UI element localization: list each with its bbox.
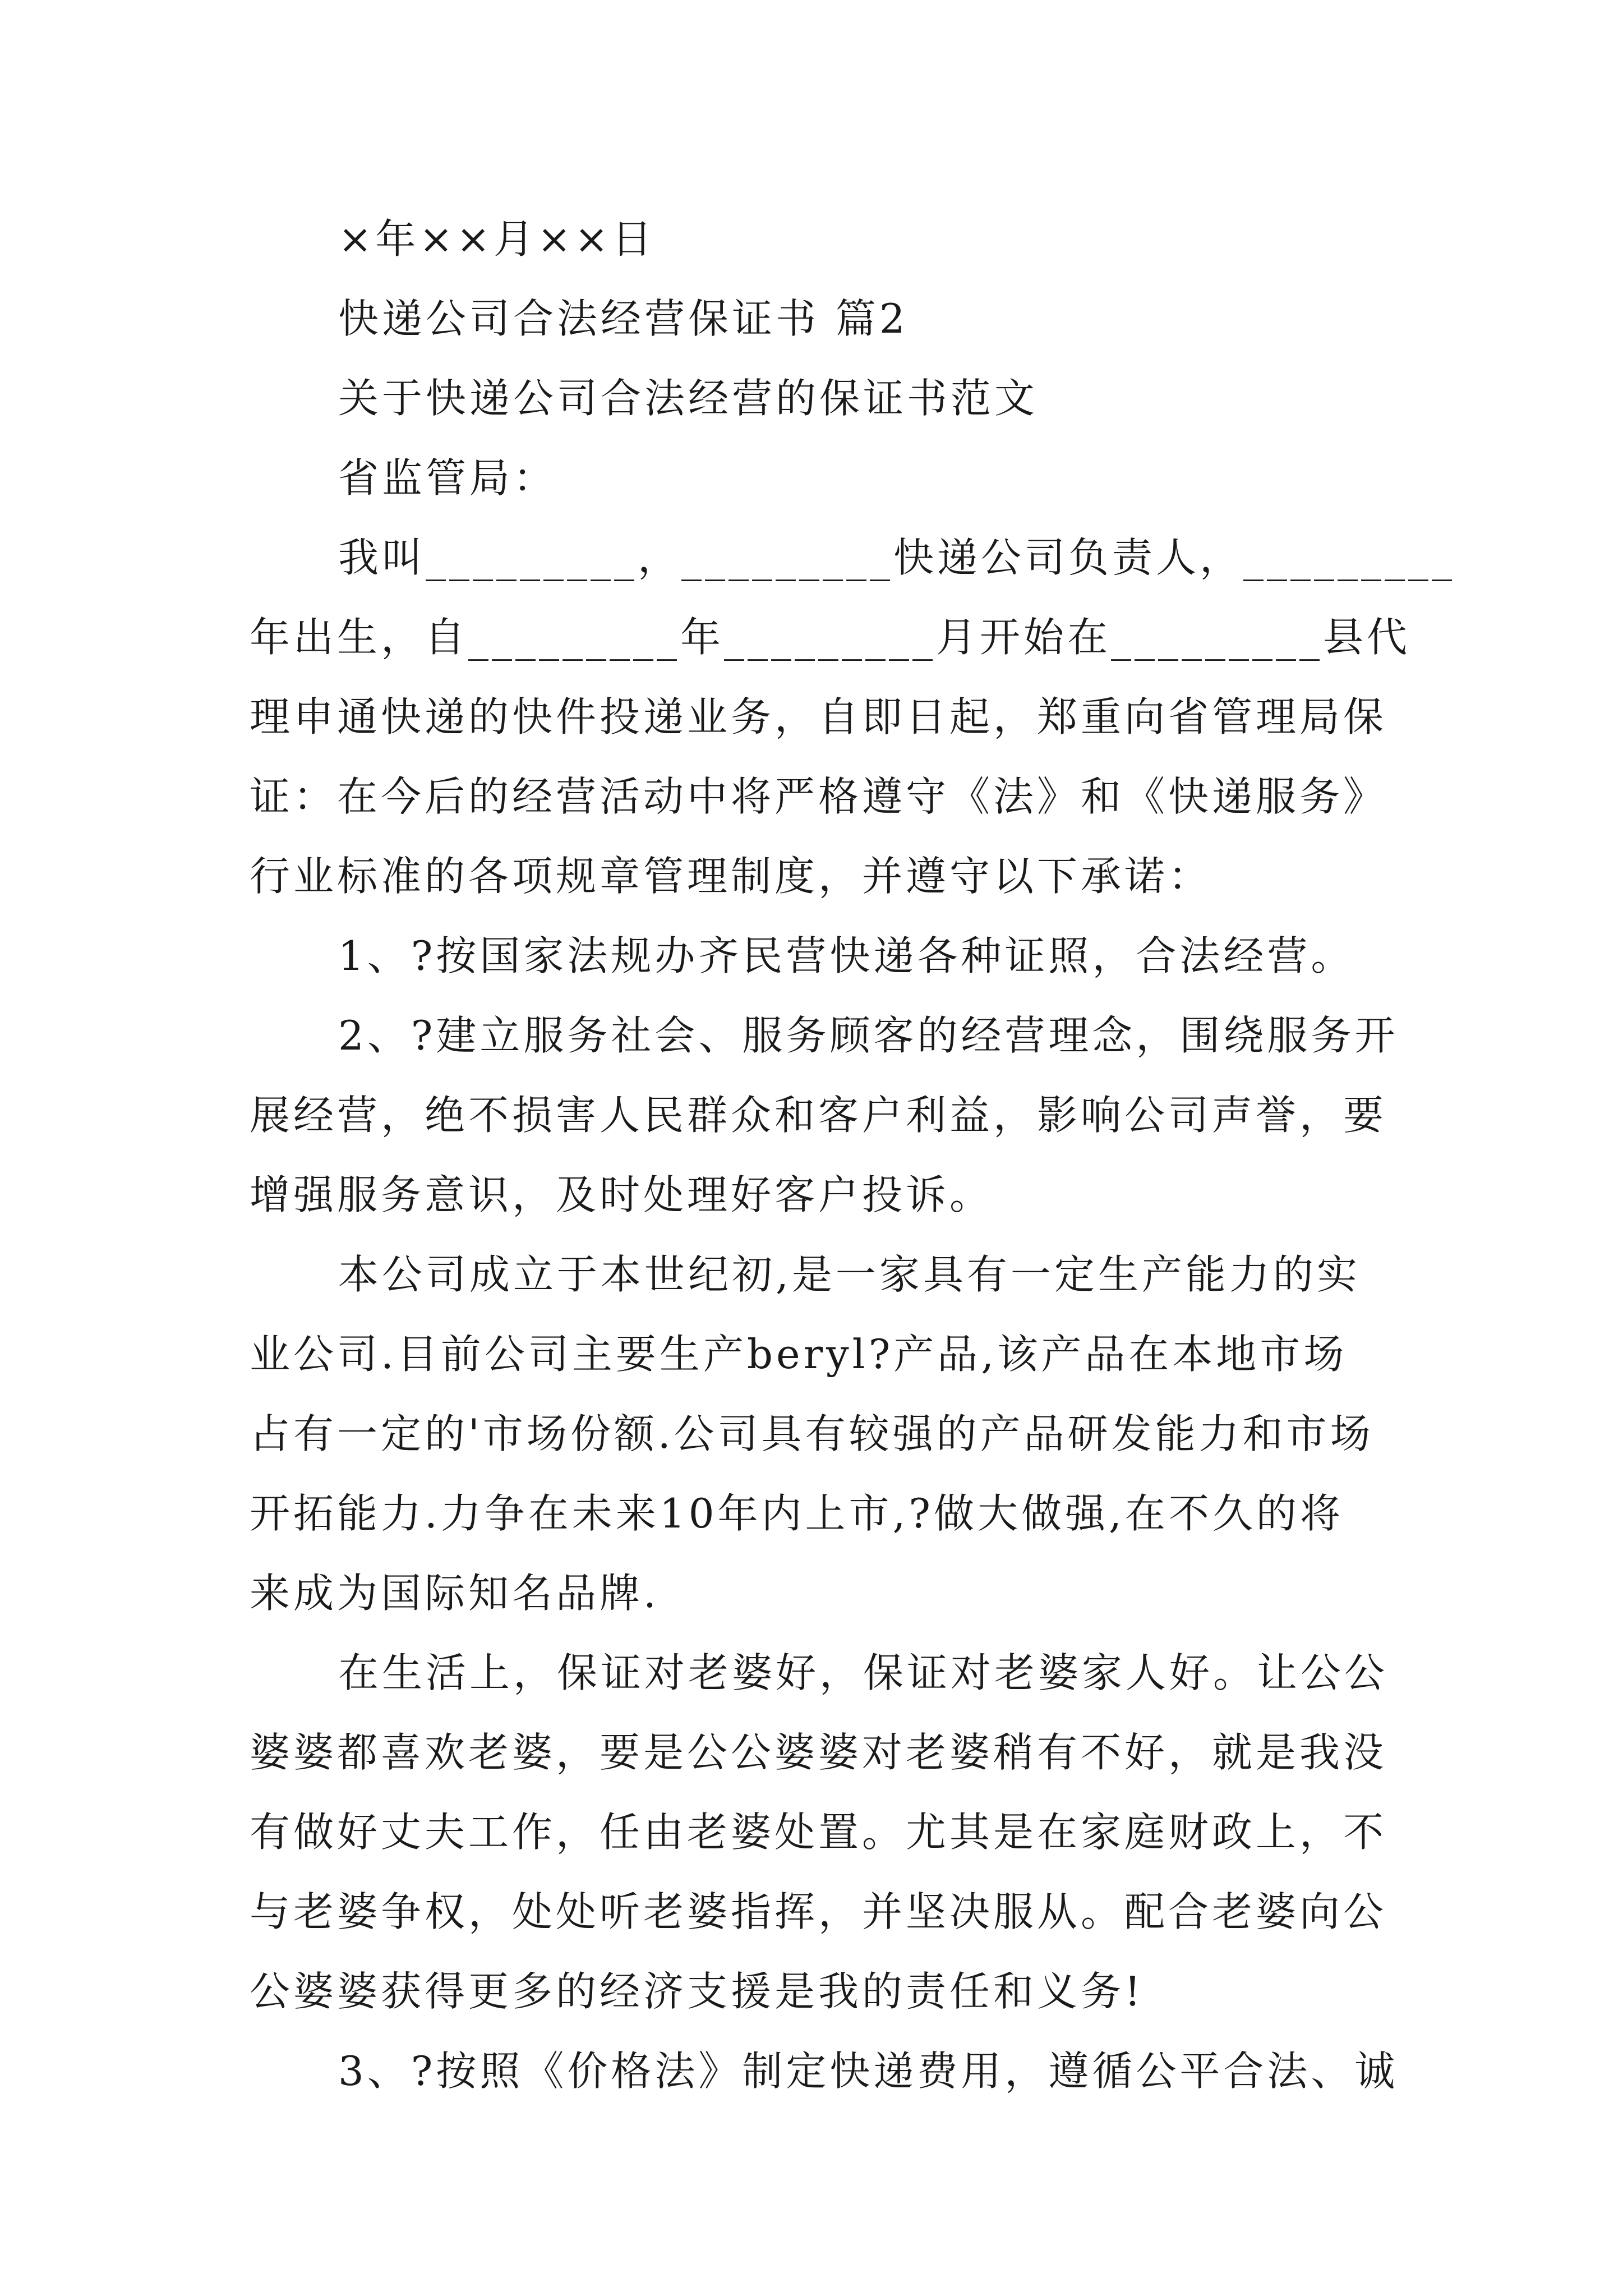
body-line: 与老婆争权，处处听老婆指挥，并坚决服从。配合老婆向公 [250, 1888, 1387, 1935]
body-line: 2、?建立服务社会、服务顾客的经营理念，围绕服务开 [338, 1012, 1399, 1059]
date-line: ×年××月××日 [338, 215, 656, 263]
body-line: 展经营，绝不损害人民群众和客户利益，影响公司声誉，要 [250, 1092, 1387, 1139]
body-line: 占有一定的'市场份额.公司具有较强的产品研发能力和市场 [250, 1410, 1374, 1457]
body-line: 我叫_________，_________快递公司负责人，_________ [338, 534, 1456, 581]
document-body [250, 199, 1456, 2111]
body-line: 1、?按国家法规办齐民营快递各种证照，合法经营。 [338, 932, 1355, 979]
body-line: 来成为国际知名品牌. [250, 1570, 660, 1617]
body-line: 业公司.目前公司主要生产beryl?产品,该产品在本地市场 [250, 1331, 1348, 1378]
body-line: 在生活上，保证对老婆好，保证对老婆家人好。让公公 [338, 1649, 1389, 1696]
body-line: 开拓能力.力争在未来10年内上市,?做大做强,在不久的将 [250, 1490, 1344, 1537]
body-line: 本公司成立于本世纪初,是一家具有一定生产能力的实 [338, 1251, 1361, 1298]
body-line: 证：在今后的经营活动中将严格遵守《法》和《快递服务》 [250, 773, 1387, 820]
body-line: 3、?按照《价格法》制定快递费用，遵循公平合法、诚 [338, 2047, 1399, 2095]
body-line: 婆婆都喜欢老婆，要是公公婆婆对老婆稍有不好，就是我没 [250, 1729, 1387, 1776]
body-line: 公婆婆获得更多的经济支援是我的责任和义务! [250, 1968, 1144, 2015]
section-title: 快递公司合法经营保证书 篇2 [338, 295, 909, 342]
document-title: 关于快递公司合法经营的保证书范文 [338, 375, 1039, 422]
addressee: 省监管局： [338, 454, 557, 501]
body-line: 增强服务意识，及时处理好客户投诉。 [250, 1171, 994, 1218]
body-line: 行业标准的各项规章管理制度，并遵守以下承诺： [250, 853, 1212, 900]
body-line: 有做好丈夫工作，任由老婆处置。尤其是在家庭财政上，不 [250, 1809, 1387, 1856]
body-line: 年出生，自_________年_________月开始在_________县代 [250, 614, 1411, 661]
body-line: 理申通快递的快件投递业务，自即日起，郑重向省管理局保 [250, 693, 1387, 740]
